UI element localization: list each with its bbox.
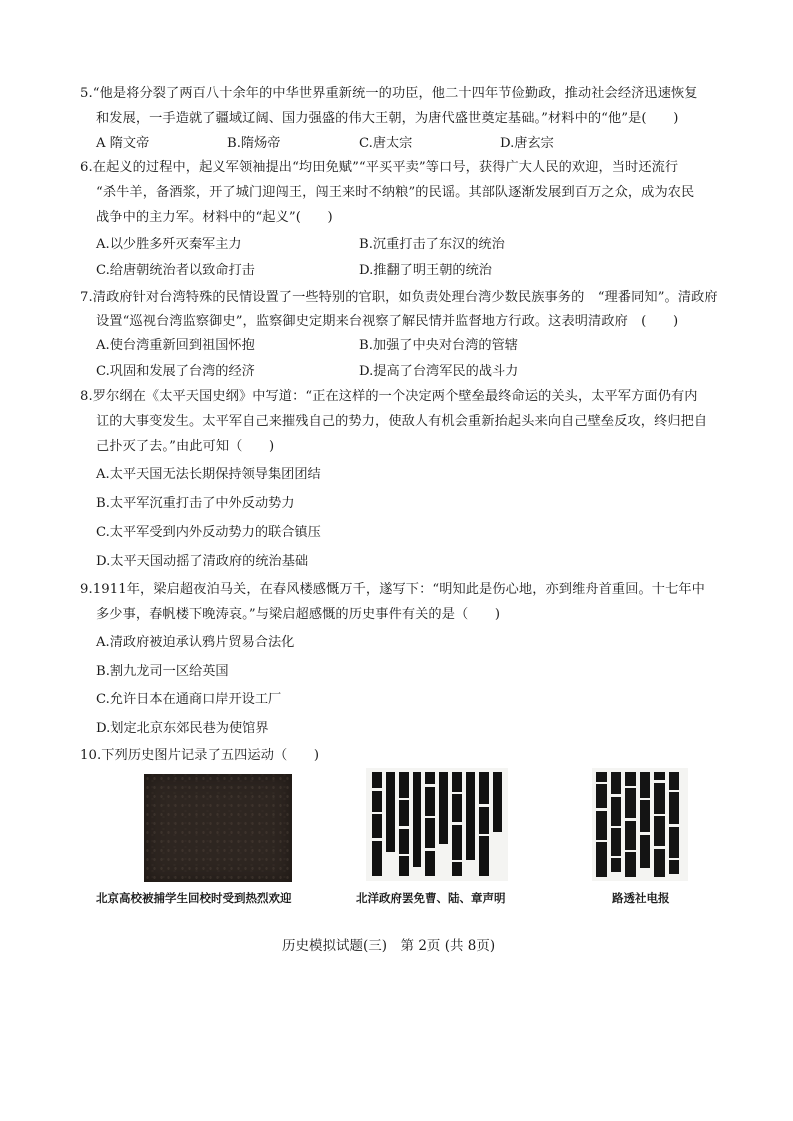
q8-option-b[interactable]: B.太平军沉重打击了中外反动势力 bbox=[96, 496, 295, 511]
q6-line1: 6.在起义的过程中，起义军领袖提出“均田免赋”“平买平卖”等口号，获得广大人民的欢迎，当时还流行 bbox=[80, 160, 679, 175]
q6-line2: “杀牛羊，备酒浆，开了城门迎闯王，闯王来时不纳粮”的民谣。其部队逐渐发展到百万之众，成为农民 bbox=[96, 185, 695, 200]
q10-line1: 10.下列历史图片记录了五四运动（ ) bbox=[80, 748, 320, 763]
q9-line1: 9.1911年，梁启超夜泊马关，在春风楼感慨万千，遂写下：“明知此是伤心地，亦到维舟首重回。十七年中 bbox=[80, 582, 705, 597]
q6-option-d[interactable]: D.推翻了明王朝的统治 bbox=[359, 263, 492, 278]
page-footer: 历史模拟试题(三) 第 2页 (共 8页) bbox=[282, 938, 496, 954]
photo-reuters-telegram bbox=[592, 768, 688, 881]
q6-option-a[interactable]: A.以少胜多歼灭秦军主力 bbox=[96, 237, 242, 252]
q5-option-a[interactable]: A 隋文帝 bbox=[96, 136, 150, 151]
photo-beiyang-announcement bbox=[366, 768, 508, 881]
q5-option-d[interactable]: D.唐玄宗 bbox=[500, 136, 554, 151]
q7-line1: 7.清政府针对台湾特殊的民情设置了一些特别的官职，如负责处理台湾少数民族事务的 “理番同知”。清政府 bbox=[80, 290, 718, 305]
photo2-caption: 北洋政府罢免曹、陆、章声明 bbox=[356, 891, 506, 905]
q7-option-a[interactable]: A.使台湾重新回到祖国怀抱 bbox=[96, 338, 255, 353]
newspaper-columns-graphic bbox=[366, 768, 508, 881]
q7-option-d[interactable]: D.提高了台湾军民的战斗力 bbox=[359, 364, 519, 379]
photo3-caption: 路透社电报 bbox=[612, 891, 670, 905]
q5-line2: 和发展，一手造就了疆域辽阔、国力强盛的伟大王朝，为唐代盛世奠定基础。”材料中的“他”是( ) bbox=[96, 111, 679, 126]
q9-option-c[interactable]: C.允许日本在通商口岸开设工厂 bbox=[96, 692, 282, 707]
q5-line1: 5.“他是将分裂了两百八十余年的中华世界重新统一的功臣，他二十四年节俭勤政，推动社会经济迅速恢复 bbox=[80, 86, 698, 101]
q8-option-c[interactable]: C.太平军受到内外反动势力的联合镇压 bbox=[96, 525, 321, 540]
q6-line3: 战争中的主力军。材料中的“起义”( ) bbox=[96, 210, 333, 225]
q5-option-c[interactable]: C.唐太宗 bbox=[359, 136, 413, 151]
q9-option-b[interactable]: B.割九龙司一区给英国 bbox=[96, 664, 229, 679]
q8-line1: 8.罗尔纲在《太平天国史纲》中写道：“正在这样的一个决定两个壁垒最终命运的关头，太平军方面仍有内 bbox=[80, 389, 698, 404]
q9-option-d[interactable]: D.划定北京东郊民巷为使馆界 bbox=[96, 721, 269, 736]
telegram-text-graphic bbox=[592, 768, 688, 881]
q9-option-a[interactable]: A.清政府被迫承认鸦片贸易合法化 bbox=[96, 635, 295, 650]
q8-line3: 己扑灭了去。”由此可知（ ) bbox=[96, 439, 275, 454]
q9-line2: 多少事，春帆楼下晚涛哀。”与梁启超感慨的历史事件有关的是（ ) bbox=[96, 607, 501, 622]
q7-option-c[interactable]: C.巩固和发展了台湾的经济 bbox=[96, 364, 255, 379]
q5-option-b[interactable]: B.隋炀帝 bbox=[227, 136, 281, 151]
q6-option-b[interactable]: B.沉重打击了东汉的统治 bbox=[359, 237, 505, 252]
q8-option-a[interactable]: A.太平天国无法长期保持领导集团团结 bbox=[96, 467, 321, 482]
q7-line2: 设置“巡视台湾监察御史”，监察御史定期来台视察了解民情并监督地方行政。这表明清政府 ( ) bbox=[96, 314, 679, 329]
q8-option-d[interactable]: D.太平天国动摇了清政府的统治基础 bbox=[96, 554, 309, 569]
photo-students-welcomed bbox=[144, 774, 292, 882]
photo1-caption: 北京高校被捕学生回校时受到热烈欢迎 bbox=[96, 891, 292, 905]
q7-option-b[interactable]: B.加强了中央对台湾的管辖 bbox=[359, 338, 518, 353]
q8-line2: 讧的大事变发生。太平军自己来摧残自己的势力，使敌人有机会重新抬起头来向自己壁垒反攻，终归把自 bbox=[96, 414, 708, 429]
q6-option-c[interactable]: C.给唐朝统治者以致命打击 bbox=[96, 263, 255, 278]
